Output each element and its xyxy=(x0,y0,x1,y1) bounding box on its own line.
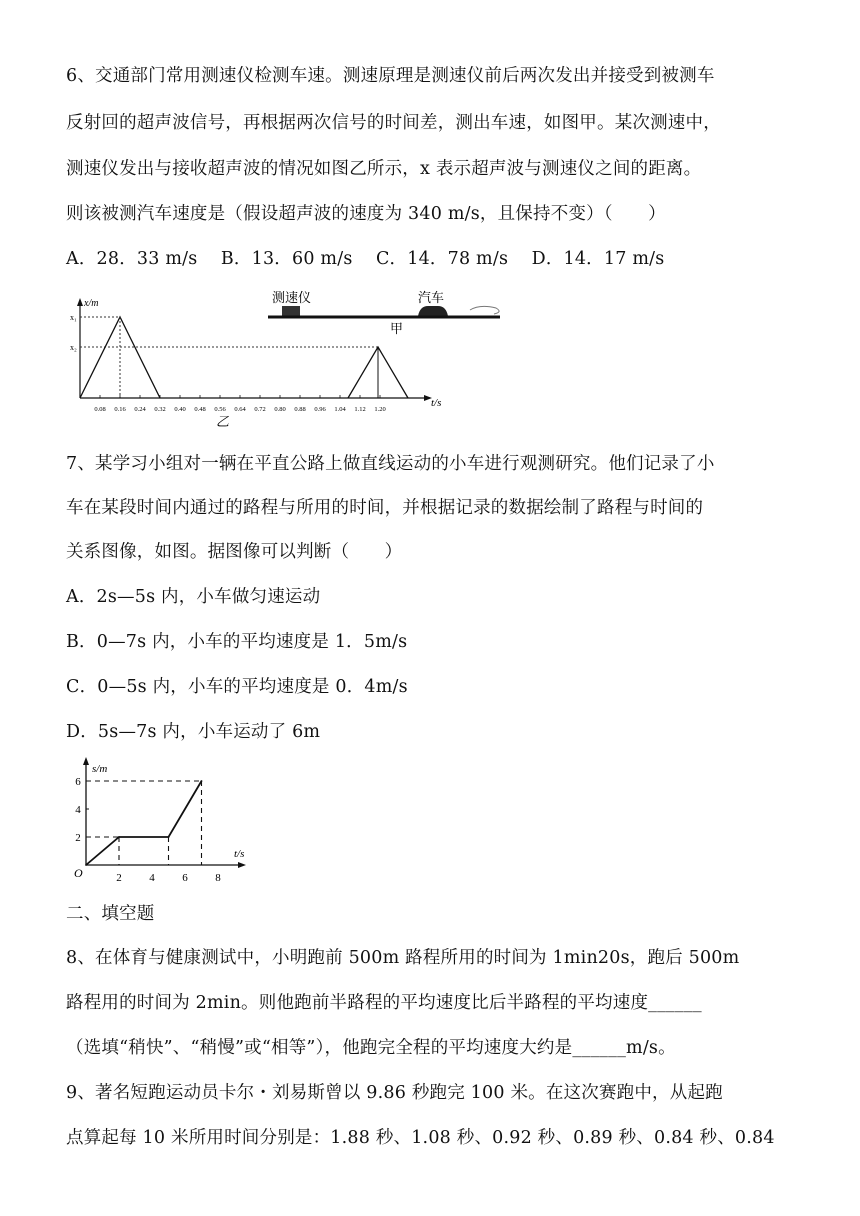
q7-option-a: A．2s—5s 内，小车做匀速运动 xyxy=(66,587,321,607)
section-title: 二、填空题 xyxy=(66,904,155,924)
yi-xlabel: t/s xyxy=(431,397,442,409)
yi-tick-label: 1.20 xyxy=(374,406,386,413)
yi-tick-label: 0.64 xyxy=(234,406,246,413)
yi-tick-label: 0.48 xyxy=(194,406,206,413)
st-ytick-label: 6 xyxy=(75,776,81,788)
q8-line-3: （选填“稍快”、“稍慢”或“相等”），他跑完全程的平均速度大约是______m/s。 xyxy=(66,1038,676,1058)
yi-tick-label: 0.96 xyxy=(314,406,326,413)
q7-line-1: 7、某学习小组对一辆在平直公路上做直线运动的小车进行观测研究。他们记录了小 xyxy=(66,454,715,474)
q9-line-2: 点算起每 10 米所用时间分别是：1.88 秒、1.08 秒、0.92 秒、0.89 秒、0.84 秒、0.84 xyxy=(66,1128,775,1148)
st-series-line xyxy=(86,781,202,865)
st-chart xyxy=(68,755,268,885)
jia-label-car: 汽车 xyxy=(418,290,445,305)
wave-icon xyxy=(470,306,499,314)
st-y-arrow xyxy=(83,757,89,765)
jia-caption: 甲 xyxy=(390,321,404,336)
st-xlabel: t/s xyxy=(234,848,245,860)
yi-tick-label: 0.16 xyxy=(114,406,126,413)
q7-option-b: B．0—7s 内，小车的平均速度是 1．5m/s xyxy=(66,632,408,652)
yi-x2-label: x₂ xyxy=(70,343,77,352)
st-x-arrow xyxy=(238,862,246,868)
q7-option-c: C．0—5s 内，小车的平均速度是 0．4m/s xyxy=(66,677,408,697)
yi-tick-label: 0.32 xyxy=(154,406,166,413)
st-point xyxy=(118,836,120,838)
jia-label-speedometer: 测速仪 xyxy=(272,290,312,305)
yi-tick-label: 0.80 xyxy=(274,406,286,413)
yi-tick-label: 0.72 xyxy=(254,406,266,413)
q6-line-3: 测速仪发出与接收超声波的情况如图乙所示，x 表示超声波与测速仪之间的距离。 xyxy=(66,159,702,179)
yi-caption: 乙 xyxy=(216,414,230,429)
yi-y-arrow xyxy=(77,298,83,306)
st-origin: O xyxy=(74,866,83,880)
q6-line-2: 反射回的超声波信号，再根据两次信号的时间差，测出车速，如图甲。某次测速中， xyxy=(66,113,721,133)
yi-tick-label: 0.56 xyxy=(214,406,226,413)
yi-x1-label: x₁ xyxy=(70,313,77,322)
st-point xyxy=(168,836,170,838)
st-point xyxy=(85,864,87,866)
st-ylabel: s/m xyxy=(92,763,108,775)
st-point xyxy=(201,780,203,782)
yi-tick-label: 0.88 xyxy=(294,406,306,413)
yi-tick-label: 1.04 xyxy=(334,406,346,413)
q6-line-1: 6、交通部门常用测速仪检测车速。测速原理是测速仪前后两次发出并接受到被测车 xyxy=(66,66,715,86)
st-xtick-label: 4 xyxy=(149,872,155,884)
q8-line-2: 路程用的时间为 2min。则他跑前半路程的平均速度比后半路程的平均速度______ xyxy=(66,993,702,1013)
yi-tick-label: 0.24 xyxy=(134,406,146,413)
st-ytick-label: 2 xyxy=(75,832,81,844)
yi-tick-label: 0.40 xyxy=(174,406,186,413)
yi-tick-label: 0.08 xyxy=(94,406,106,413)
st-xtick-label: 2 xyxy=(116,872,122,884)
q7-line-3: 关系图像，如图。据图像可以判断（ ） xyxy=(66,542,403,562)
q7-option-d: D．5s—7s 内，小车运动了 6m xyxy=(66,722,321,742)
q6-options: A．28．33 m/s B．13．60 m/s C．14．78 m/s D．14．17 m/s xyxy=(66,249,665,269)
q8-line-1: 8、在体育与健康测试中，小明跑前 500m 路程所用的时间为 1min20s，跑后 500m xyxy=(66,948,740,968)
st-ytick-label: 4 xyxy=(75,804,81,816)
figure-yi xyxy=(70,292,460,432)
yi-ylabel: x/m xyxy=(84,298,99,309)
st-xtick-label: 6 xyxy=(182,872,188,884)
q7-line-2: 车在某段时间内通过的路程与所用的时间，并根据记录的数据绘制了路程与时间的 xyxy=(66,498,704,518)
st-xtick-label: 8 xyxy=(215,872,221,884)
q6-line-4: 则该被测汽车速度是（假设超声波的速度为 340 m/s，且保持不变）（ ） xyxy=(66,204,666,224)
yi-tick-label: 1.12 xyxy=(354,406,366,413)
q9-line-1: 9、著名短跑运动员卡尔・刘易斯曾以 9.86 秒跑完 100 米。在这次赛跑中，从起跑 xyxy=(66,1083,723,1103)
